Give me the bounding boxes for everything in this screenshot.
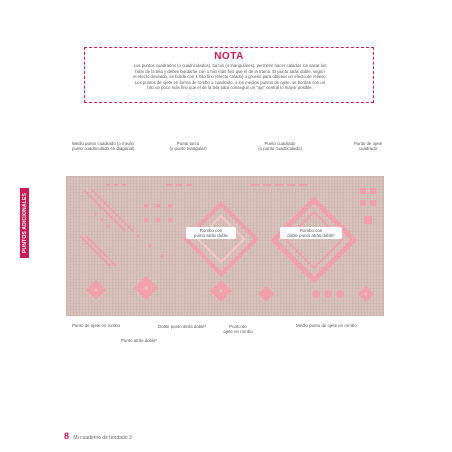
note-box xyxy=(84,47,374,103)
embroidery-sample-image xyxy=(66,176,384,316)
label-punto-turco: Punto turco (o punto triangular) xyxy=(169,141,207,152)
section-side-tab xyxy=(20,188,29,258)
note-line: el efecto deseado, se borda con 1 hilo fino (efecto calado) o grueso para obtener un efecto de relieve. xyxy=(133,74,327,80)
page-footer xyxy=(64,431,132,441)
label-punto-atras-doble: Punto atrás doble* xyxy=(121,338,158,343)
label-rombo-punto-atras-doble: Rombo con punto atrás doble xyxy=(186,227,236,239)
note-line: hilos de la tela y deben bordarse con 1 hilo más fino que el de la trama. El punto atrás doble, según xyxy=(135,68,325,74)
label-medio-punto-ojete-rombo: Medio punto de ojete en rombo xyxy=(296,323,357,328)
note-line: Los puntos cuadrados (o cuadriculados), turcos (o triangulares), permiten hacer calados sin sacar los xyxy=(133,63,327,68)
label-rombo-doble-punto-atras-doble: Rombo con doble punto atrás doble* xyxy=(280,227,342,239)
label-punto-cuadrado: Punto cuadrado (o punto cuadriculado) xyxy=(258,141,302,152)
label-punto-ojete-cuadrado: Punto de ojete cuadrado xyxy=(353,141,383,152)
note-title: NOTA xyxy=(214,51,244,62)
label-medio-punto-cuadrado: Medio punto cuadrado (o medio punto cuadriculado en diagonal) xyxy=(72,141,135,152)
label-punto-ojete-rombo: Punto de ojete en rombo xyxy=(72,323,121,328)
note-line: hilo un poco más fino que el de la tela para conseguir un "ojo" central lo mayor posible. xyxy=(147,85,313,91)
label-punto-ojete-rombo-2: Punto de ojete en rombo xyxy=(223,324,253,335)
label-doble-punto-atras-doble: Doble punto atrás doble* xyxy=(158,324,207,329)
book-title: Mi cuaderno de bordado 3 xyxy=(73,435,132,441)
page-number: 8 xyxy=(64,431,70,441)
side-tab-label: PUNTOS ADICIONALES xyxy=(21,193,28,253)
note-body xyxy=(93,63,367,91)
note-line: Los puntos de ojete en forma de rombo o cuadrado, o los medios puntos de ojete, se bordan con un xyxy=(134,79,326,85)
